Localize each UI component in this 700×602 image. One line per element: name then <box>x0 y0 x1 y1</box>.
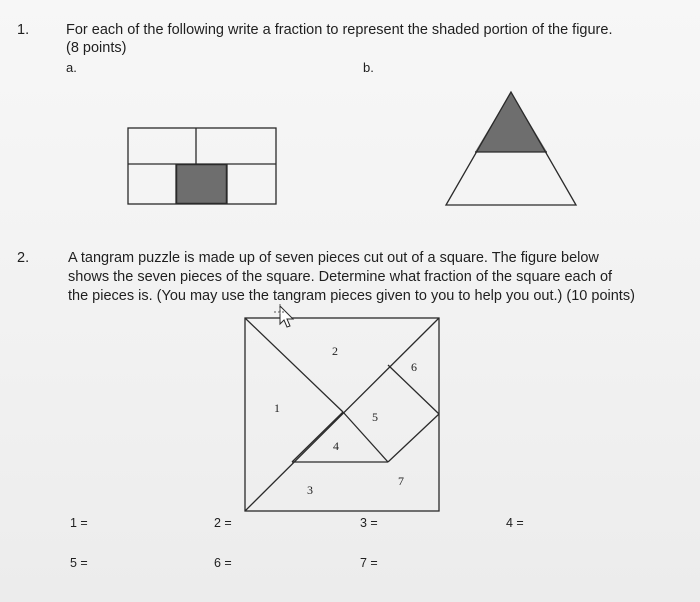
tangram-label-6: 6 <box>411 360 417 374</box>
question-1-text-line1: For each of the following write a fraction to represent the shaded portion of the figure. <box>66 22 613 38</box>
tangram-square <box>241 314 443 514</box>
tangram-label-2: 2 <box>332 344 338 358</box>
question-1-number: 1. <box>17 22 30 38</box>
figure-a-rectangle <box>120 120 280 210</box>
question-2-text-line3: the pieces is. (You may use the tangram pieces given to you to help you out.) (10 points) <box>68 288 635 304</box>
answer-5-label: 5 = <box>70 556 88 570</box>
answer-4-label: 4 = <box>506 516 524 530</box>
figure-a-shaded-cell <box>177 165 227 204</box>
figure-b-triangle <box>440 85 580 215</box>
tangram-label-7: 7 <box>398 474 404 488</box>
answer-7-label: 7 = <box>360 556 378 570</box>
question-2-text-line1: A tangram puzzle is made up of seven pieces cut out of a square. The figure below <box>68 250 599 266</box>
answer-1-label: 1 = <box>70 516 88 530</box>
tangram-label-5: 5 <box>372 410 378 424</box>
tangram-label-1: 1 <box>274 401 280 415</box>
mouse-cursor-icon <box>270 300 300 330</box>
answer-2-label: 2 = <box>214 516 232 530</box>
figure-b-shaded-top <box>475 92 547 152</box>
question-2-number: 2. <box>17 250 30 266</box>
tangram-label-4: 4 <box>333 439 339 453</box>
tangram-label-3: 3 <box>307 483 313 497</box>
question-1-text-line2: (8 points) <box>66 40 127 56</box>
question-2-text-line2: shows the seven pieces of the square. Determine what fraction of the square each of <box>68 269 613 285</box>
part-b-label: b. <box>363 60 374 75</box>
part-a-label: a. <box>66 60 77 75</box>
answer-6-label: 6 = <box>214 556 232 570</box>
answer-3-label: 3 = <box>360 516 378 530</box>
